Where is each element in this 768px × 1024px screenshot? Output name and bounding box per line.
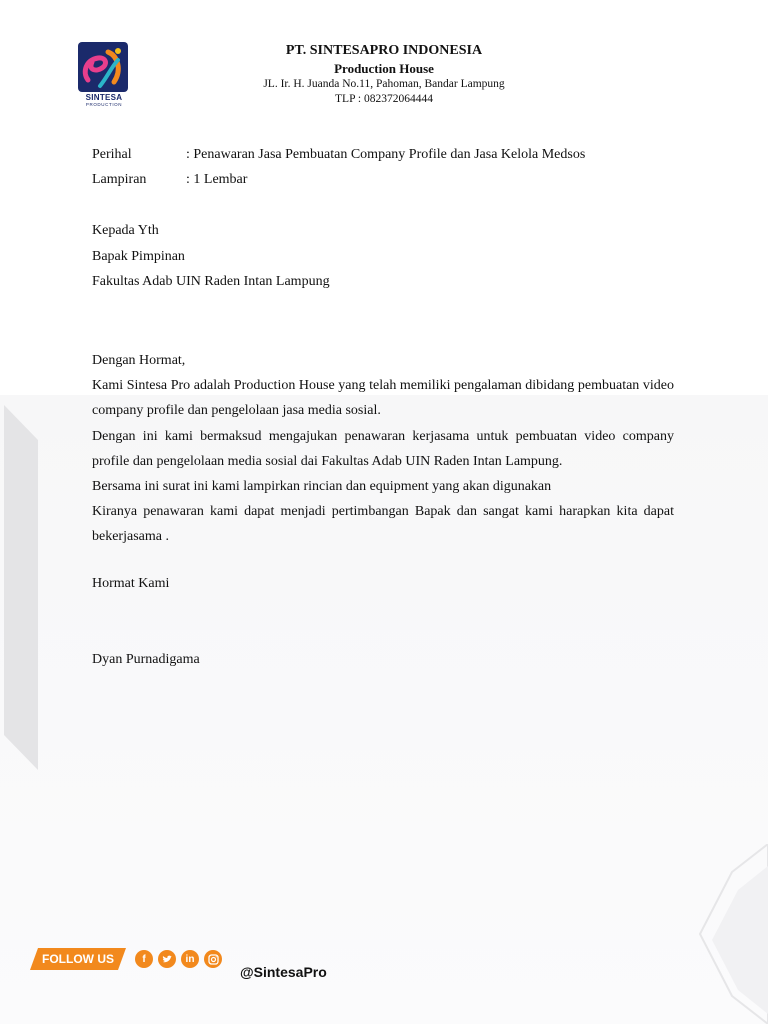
company-logo — [78, 42, 130, 110]
recipient-line-2: Bapak Pimpinan — [92, 248, 185, 264]
attachment-value: : 1 Lembar — [186, 172, 248, 187]
logo-subtext: PRODUCTION — [85, 102, 123, 107]
facebook-icon[interactable]: f — [135, 950, 153, 968]
subject-label: Perihal — [92, 147, 132, 162]
letterhead — [200, 42, 568, 107]
social-handle: @SintesaPro — [240, 964, 327, 980]
linkedin-icon[interactable]: in — [181, 950, 199, 968]
right-decorative-shape — [678, 844, 768, 1024]
salutation: Dengan Hormat, — [92, 353, 186, 368]
subject-value: : Penawaran Jasa Pembuatan Company Profile dan Jasa Kelola Medsos — [186, 147, 586, 162]
recipient-block — [92, 222, 330, 299]
follow-us-badge — [30, 948, 126, 970]
attachment-row — [92, 171, 585, 196]
logo-text: SINTESA — [85, 93, 123, 102]
body-paragraph-4: Kiranya penawaran kami dapat menjadi pertimbangan Bapak dan sangat kami harapkan kita dapat bekerjasama . — [92, 504, 674, 545]
body-paragraph-2: Dengan ini kami bermaksud mengajukan penawaran kerjasama untuk pembuatan video company profile dan pengelolaan media sosial dai Fakultas Adab UIN Raden Intan Lampung. — [92, 428, 674, 469]
follow-us-label: FOLLOW US — [42, 952, 114, 966]
body-paragraph-3: Bersama ini surat ini kami lampirkan rincian dan equipment yang akan digunakan — [92, 479, 552, 495]
twitter-icon[interactable] — [158, 950, 176, 968]
recipient-line-3: Fakultas Adab UIN Raden Intan Lampung — [92, 274, 330, 289]
company-address: JL. Ir. H. Juanda No.11, Pahoman, Bandar Lampung — [263, 78, 505, 90]
attachment-label: Lampiran — [92, 172, 147, 187]
closing: Hormat Kami — [92, 576, 170, 591]
letter-meta — [92, 146, 585, 196]
body-paragraph-1: Kami Sintesa Pro adalah Production House yang telah memiliki pengalaman dibidang pembuatan video company profile dan pengelolaan jasa media sosial. — [92, 378, 674, 419]
logo-mark — [78, 42, 128, 92]
subject-row — [92, 146, 585, 171]
letter-body — [92, 348, 674, 550]
company-name: PT. SINTESAPRO INDONESIA — [285, 43, 483, 58]
social-icons — [135, 950, 222, 968]
recipient-line-1: Kepada Yth — [92, 223, 159, 238]
company-phone: TLP : 082372064444 — [335, 93, 433, 105]
company-subtitle: Production House — [334, 61, 434, 76]
instagram-icon[interactable] — [204, 950, 222, 968]
left-decorative-shape — [0, 0, 60, 1024]
signer-name: Dyan Purnadigama — [92, 652, 200, 667]
